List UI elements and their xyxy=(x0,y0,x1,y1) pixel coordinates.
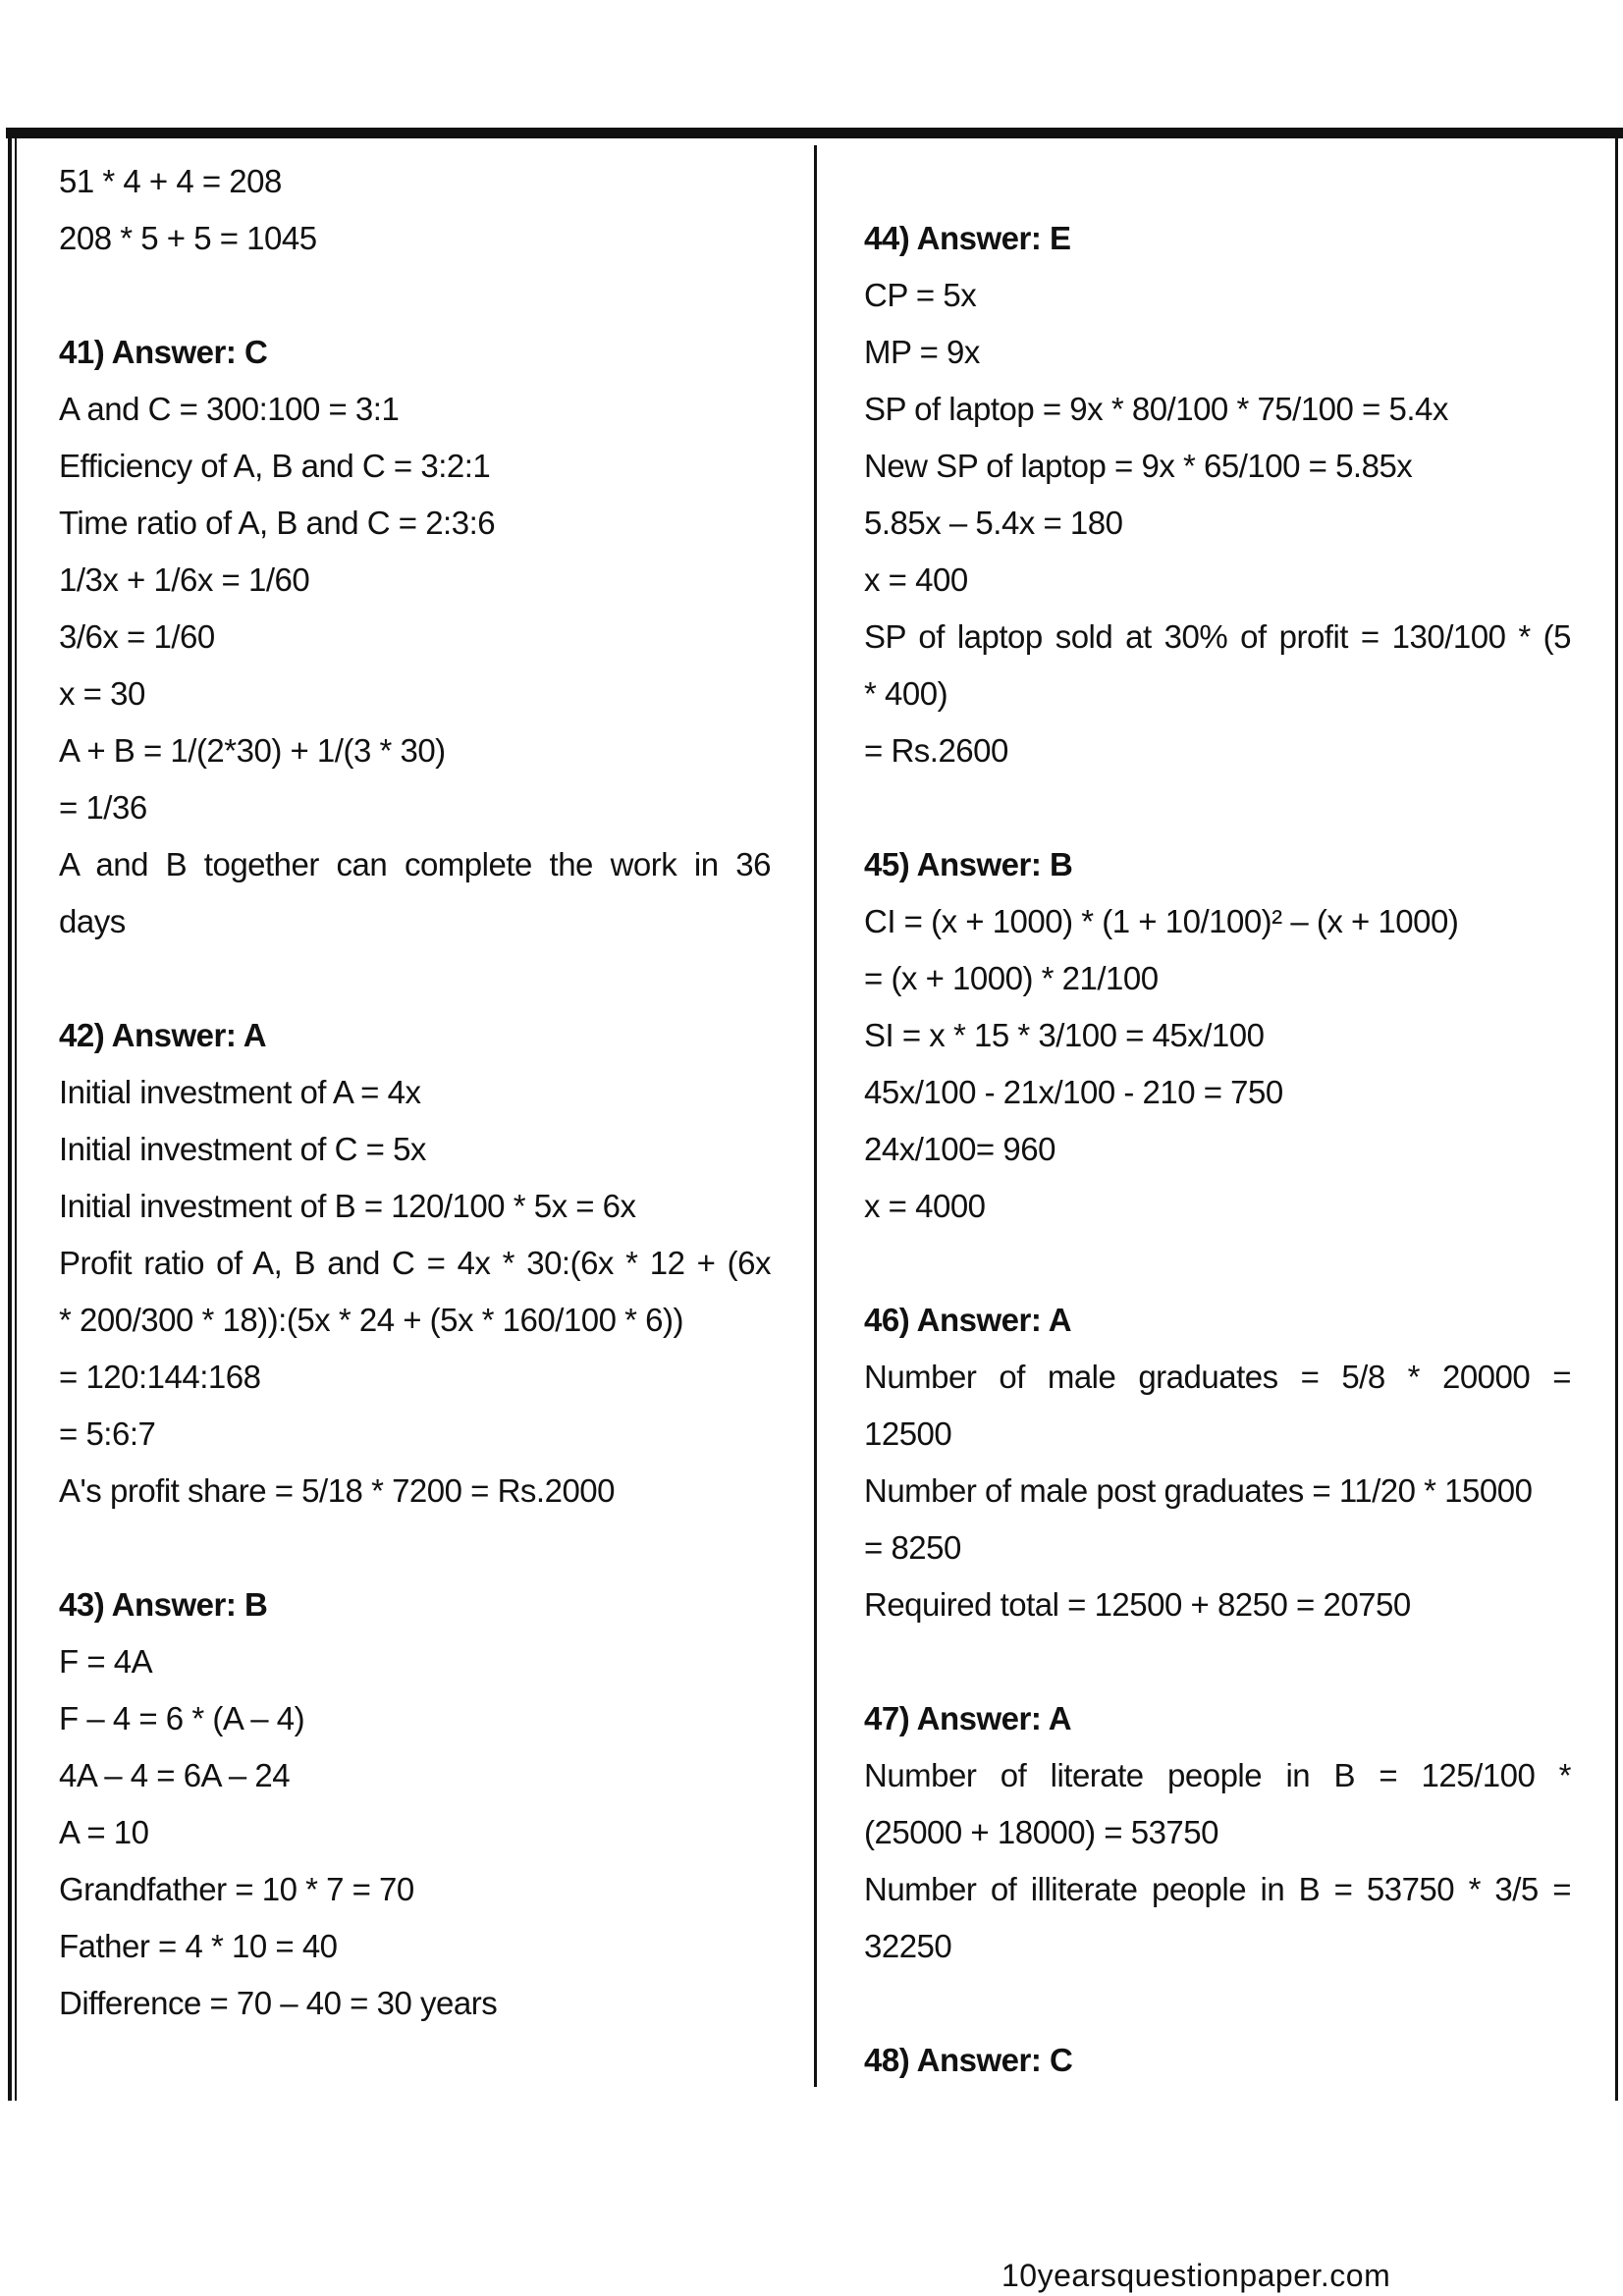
solution-line: A and C = 300:100 = 3:1 xyxy=(59,391,400,427)
section-gap xyxy=(59,1520,771,1576)
solution-line: 45x/100 - 21x/100 - 210 = 750 xyxy=(864,1074,1283,1110)
answer-heading: 43) Answer: B xyxy=(59,1586,268,1623)
answer-heading: 41) Answer: C xyxy=(59,334,268,370)
answer-heading: 45) Answer: B xyxy=(864,846,1073,882)
solution-line: CI = (x + 1000) * (1 + 10/100)² – (x + 1000) xyxy=(864,903,1459,939)
left-border-inner-rule xyxy=(15,128,17,2101)
solution-line: 3/6x = 1/60 xyxy=(59,618,215,655)
answer-heading: 48) Answer: C xyxy=(864,2042,1073,2078)
solution-line: F – 4 = 6 * (A – 4) xyxy=(59,1700,305,1736)
solution-line: = 120:144:168 xyxy=(59,1359,261,1395)
solution-line: = (x + 1000) * 21/100 xyxy=(864,960,1159,996)
section-gap xyxy=(864,1235,1571,1292)
left-column xyxy=(59,153,771,2032)
column-divider xyxy=(814,145,817,2087)
left-border-rule xyxy=(8,128,12,2101)
solution-line: = 5:6:7 xyxy=(59,1415,156,1452)
solution-line: Father = 4 * 10 = 40 xyxy=(59,1928,338,1964)
solution-line: F = 4A xyxy=(59,1643,153,1680)
solution-line: 208 * 5 + 5 = 1045 xyxy=(59,220,317,256)
section-gap xyxy=(864,779,1571,836)
solution-line: Grandfather = 10 * 7 = 70 xyxy=(59,1871,414,1907)
right-border-rule xyxy=(1615,128,1618,2101)
section-gap xyxy=(59,267,771,324)
solution-line: 5.85x – 5.4x = 180 xyxy=(864,505,1123,541)
solution-line: Number of male post graduates = 11/20 * 15000 xyxy=(864,1472,1533,1509)
answer-heading: 46) Answer: A xyxy=(864,1302,1072,1338)
solution-line: Time ratio of A, B and C = 2:3:6 xyxy=(59,505,496,541)
solution-line: 51 * 4 + 4 = 208 xyxy=(59,163,282,199)
answer-heading: 47) Answer: A xyxy=(864,1700,1072,1736)
section-gap xyxy=(864,1633,1571,1690)
solution-line: A = 10 xyxy=(59,1814,149,1850)
solution-line: A + B = 1/(2*30) + 1/(3 * 30) xyxy=(59,732,446,769)
section-gap xyxy=(864,1975,1571,2032)
solution-line: = 8250 xyxy=(864,1529,961,1566)
solution-line: 4A – 4 = 6A – 24 xyxy=(59,1757,291,1793)
solution-line: * 400) xyxy=(864,675,948,712)
solution-line: Initial investment of C = 5x xyxy=(59,1131,426,1167)
section-gap xyxy=(59,950,771,1007)
solution-line: A and B together can complete the work in 36 xyxy=(59,846,771,882)
answer-heading: 44) Answer: E xyxy=(864,220,1071,256)
solution-line: x = 400 xyxy=(864,561,968,598)
solution-line: x = 4000 xyxy=(864,1188,986,1224)
solution-line: 32250 xyxy=(864,1928,952,1964)
solution-line: SP of laptop sold at 30% of profit = 130/100 * (5 xyxy=(864,618,1571,655)
solution-line: (25000 + 18000) = 53750 xyxy=(864,1814,1218,1850)
solution-line: MP = 9x xyxy=(864,334,980,370)
solution-line: 24x/100= 960 xyxy=(864,1131,1055,1167)
right-column xyxy=(864,210,1571,2089)
solution-line: Number of literate people in B = 125/100 * xyxy=(864,1757,1571,1793)
solution-line: New SP of laptop = 9x * 65/100 = 5.85x xyxy=(864,448,1413,484)
solution-line: SP of laptop = 9x * 80/100 * 75/100 = 5.4x xyxy=(864,391,1448,427)
solution-line: 12500 xyxy=(864,1415,952,1452)
solution-line: days xyxy=(59,903,126,939)
solution-line: * 200/300 * 18)):(5x * 24 + (5x * 160/100 * 6)) xyxy=(59,1302,683,1338)
solution-line: Difference = 70 – 40 = 30 years xyxy=(59,1985,498,2021)
solution-line: Required total = 12500 + 8250 = 20750 xyxy=(864,1586,1411,1623)
solution-line: = Rs.2600 xyxy=(864,732,1008,769)
answer-heading: 42) Answer: A xyxy=(59,1017,267,1053)
solution-line: Initial investment of A = 4x xyxy=(59,1074,421,1110)
solution-line: Efficiency of A, B and C = 3:2:1 xyxy=(59,448,491,484)
solution-line: Number of male graduates = 5/8 * 20000 = xyxy=(864,1359,1571,1395)
top-border-rule xyxy=(6,128,1623,138)
solution-line: = 1/36 xyxy=(59,789,147,826)
solution-line: Number of illiterate people in B = 53750 * 3/5 = xyxy=(864,1871,1571,1907)
solution-line: CP = 5x xyxy=(864,277,977,313)
solution-line: SI = x * 15 * 3/100 = 45x/100 xyxy=(864,1017,1265,1053)
solution-line: A's profit share = 5/18 * 7200 = Rs.2000 xyxy=(59,1472,616,1509)
footer-site-name: 10yearsquestionpaper.com xyxy=(1001,2258,1391,2293)
solution-line: Initial investment of B = 120/100 * 5x = 6x xyxy=(59,1188,636,1224)
solution-line: x = 30 xyxy=(59,675,145,712)
solution-line: 1/3x + 1/6x = 1/60 xyxy=(59,561,310,598)
solution-line: Profit ratio of A, B and C = 4x * 30:(6x * 12 + (6x xyxy=(59,1245,771,1281)
